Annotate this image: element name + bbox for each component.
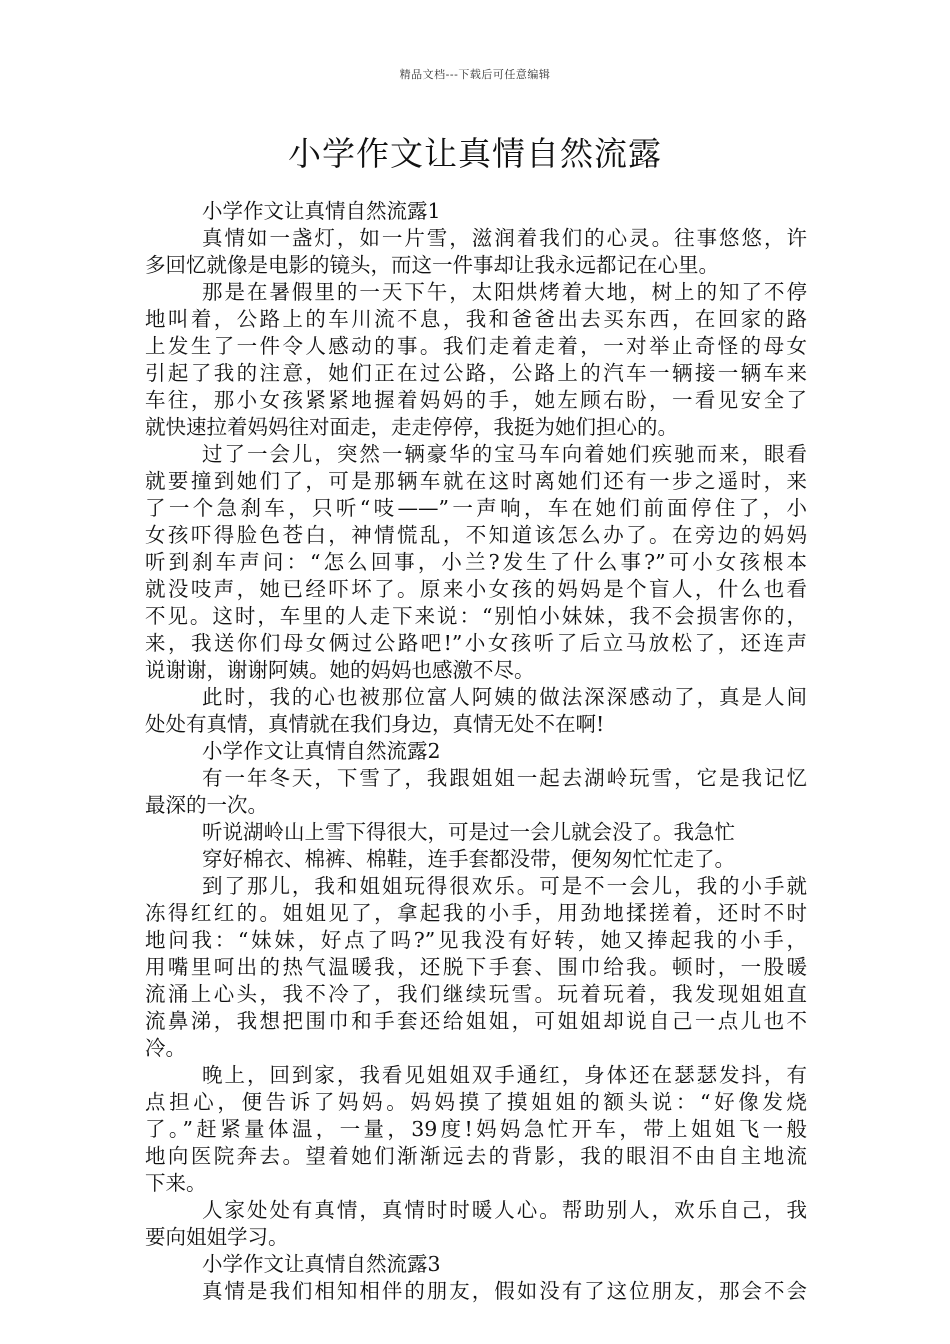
- text-line: 冻得红红的。姐姐见了，拿起我的小手，用劲地揉搓着，还时不时: [145, 901, 807, 925]
- text-line: 穿好棉衣、棉裤、棉鞋，连手套都没带，便匆匆忙忙走了。: [202, 847, 735, 871]
- text-line: 小学作文让真情自然流露2: [202, 739, 441, 763]
- document-body: [145, 198, 807, 1305]
- text-line: 不见。这时，车里的人走下来说：“别怕小妹妹，我不会损害你的，: [145, 604, 807, 628]
- text-line: 了。”赶紧量体温，一量，39度!妈妈急忙开车，带上姐姐飞一般: [145, 1117, 807, 1141]
- document-title: 小学作文让真情自然流露: [288, 134, 662, 173]
- text-line: 就要撞到她们了，可是那辆车就在这时离她们还有一步之遥时，来: [145, 469, 807, 493]
- text-line: 下来。: [145, 1171, 207, 1195]
- text-line: 地向医院奔去。望着她们渐渐远去的背影，我的眼泪不由自主地流: [145, 1144, 807, 1168]
- text-line: 上发生了一件令人感动的事。我们走着走着，一对举止奇怪的母女: [145, 334, 807, 358]
- text-line: 此时，我的心也被那位富人阿姨的做法深深感动了，真是人间: [202, 685, 807, 709]
- text-line: 用嘴里呵出的热气温暖我，还脱下手套、围巾给我。顿时，一股暖: [145, 955, 807, 979]
- text-line: 晚上，回到家，我看见姐姐双手通红，身体还在瑟瑟发抖，有: [202, 1063, 807, 1087]
- page-header: 精品文档---下载后可任意编辑: [399, 68, 551, 81]
- text-line: 有一年冬天，下雪了，我跟姐姐一起去湖岭玩雪，它是我记忆: [202, 766, 807, 790]
- text-line: 小学作文让真情自然流露3: [202, 1252, 441, 1276]
- text-line: 就没吱声，她已经吓坏了。原来小女孩的妈妈是个盲人，什么也看: [145, 577, 807, 601]
- text-line: 听到刹车声问：“怎么回事，小兰?发生了什么事?”可小女孩根本: [145, 550, 807, 574]
- text-line: 最深的一次。: [145, 793, 268, 817]
- text-line: 引起了我的注意，她们正在过公路，公路上的汽车一辆接一辆车来: [145, 361, 807, 385]
- text-line: 要向姐姐学习。: [145, 1225, 289, 1249]
- text-line: 那是在暑假里的一天下午，太阳烘烤着大地，树上的知了不停: [202, 280, 807, 304]
- text-line: 女孩吓得脸色苍白，神情慌乱，不知道该怎么办了。在旁边的妈妈: [145, 523, 807, 547]
- text-line: 小学作文让真情自然流露1: [202, 199, 441, 223]
- text-line: 了一个急刹车，只听“吱——”一声响，车在她们前面停住了，小: [145, 496, 807, 520]
- text-line: 地问我：“妹妹，好点了吗?”见我没有好转，她又捧起我的小手，: [145, 928, 807, 952]
- text-line: 过了一会儿，突然一辆豪华的宝马车向着她们疾驰而来，眼看: [202, 442, 807, 466]
- text-line: 流涌上心头，我不冷了，我们继续玩雪。玩着玩着，我发现姐姐直: [145, 982, 807, 1006]
- text-line: 说谢谢，谢谢阿姨。她的妈妈也感激不尽。: [145, 658, 535, 682]
- text-line: 流鼻涕，我想把围巾和手套还给姐姐，可姐姐却说自己一点儿也不: [145, 1009, 807, 1033]
- text-line: 车往，那小女孩紧紧地握着妈妈的手，她左顾右盼，一看见安全了: [145, 388, 807, 412]
- text-line: 来，我送你们母女俩过公路吧!”小女孩听了后立马放松了，还连声: [145, 631, 807, 655]
- text-line: 点担心，便告诉了妈妈。妈妈摸了摸姐姐的额头说：“好像发烧: [145, 1090, 807, 1114]
- text-line: 多回忆就像是电影的镜头，而这一件事却让我永远都记在心里。: [145, 253, 719, 277]
- text-line: 真情如一盏灯，如一片雪，滋润着我们的心灵。往事悠悠，许: [202, 226, 807, 250]
- text-line: 听说湖岭山上雪下得很大，可是过一会儿就会没了。我急忙: [202, 820, 735, 844]
- text-line: 就快速拉着妈妈往对面走，走走停停，我挺为她们担心的。: [145, 415, 678, 439]
- text-line: 人家处处有真情，真情时时暖人心。帮助别人，欢乐自己，我: [202, 1198, 807, 1222]
- text-line: 处处有真情，真情就在我们身边，真情无处不在啊!: [145, 712, 605, 736]
- text-line: 真情是我们相知相伴的朋友，假如没有了这位朋友，那会不会: [202, 1279, 807, 1303]
- text-line: 地叫着，公路上的车川流不息，我和爸爸出去买东西，在回家的路: [145, 307, 807, 331]
- text-line: 到了那儿，我和姐姐玩得很欢乐。可是不一会儿，我的小手就: [202, 874, 807, 898]
- text-line: 冷。: [145, 1036, 186, 1060]
